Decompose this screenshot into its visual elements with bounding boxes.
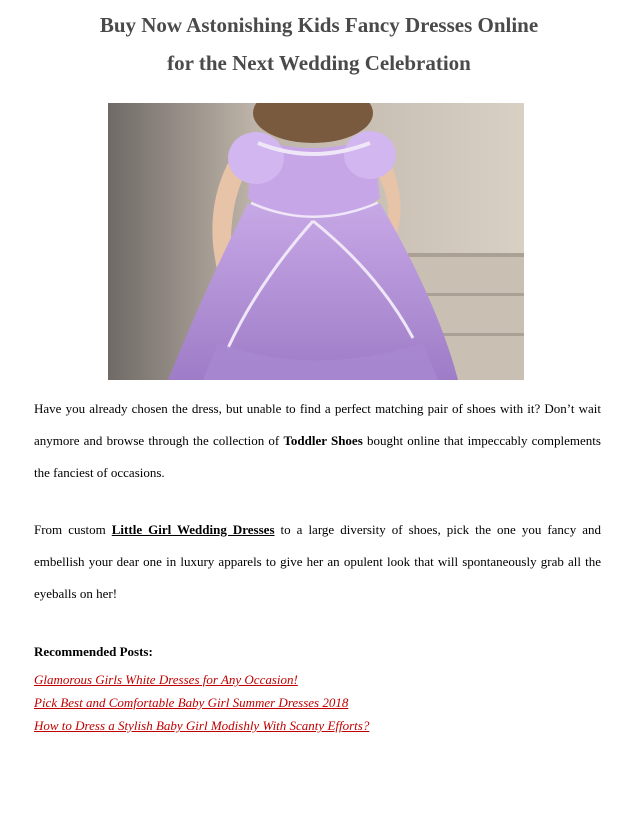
intro-paragraph: [34, 393, 601, 489]
recommended-link[interactable]: How to Dress a Stylish Baby Girl Modishly With Scanty Efforts?: [34, 718, 370, 733]
page-title: [0, 6, 638, 82]
title-line-1: Buy Now Astonishing Kids Fancy Dresses Online: [99, 13, 539, 37]
second-paragraph: [34, 514, 601, 610]
title-line-2: for the Next Wedding Celebration: [167, 51, 471, 75]
intro-text-end: bought online that impeccably complements the fanciest of occasions.: [34, 433, 601, 480]
wedding-dresses-link[interactable]: Little Girl Wedding Dresses: [111, 522, 275, 537]
recommended-link[interactable]: Glamorous Girls White Dresses for Any Occasion!: [34, 672, 298, 687]
second-text-start: From custom: [34, 522, 112, 537]
recommended-link[interactable]: Pick Best and Comfortable Baby Girl Summer Dresses 2018: [34, 695, 349, 710]
toddler-shoes-keyword: Toddler Shoes: [283, 433, 363, 448]
intro-text-start: Have you already chosen the dress, but unable to find a perfect matching pair of shoes with it? Don’t wait anymore and browse through the collection of: [34, 401, 601, 448]
recommended-heading: Recommended Posts:: [34, 644, 153, 659]
girl-purple-dress-photo: [108, 103, 524, 380]
second-text-end: to a large diversity of shoes, pick the one you fancy and embellish your dear one in luxury apparels to give her an opulent look that will spontaneously grab all the eyeballs on her!: [34, 522, 601, 601]
recommended-links-list: [34, 668, 369, 737]
